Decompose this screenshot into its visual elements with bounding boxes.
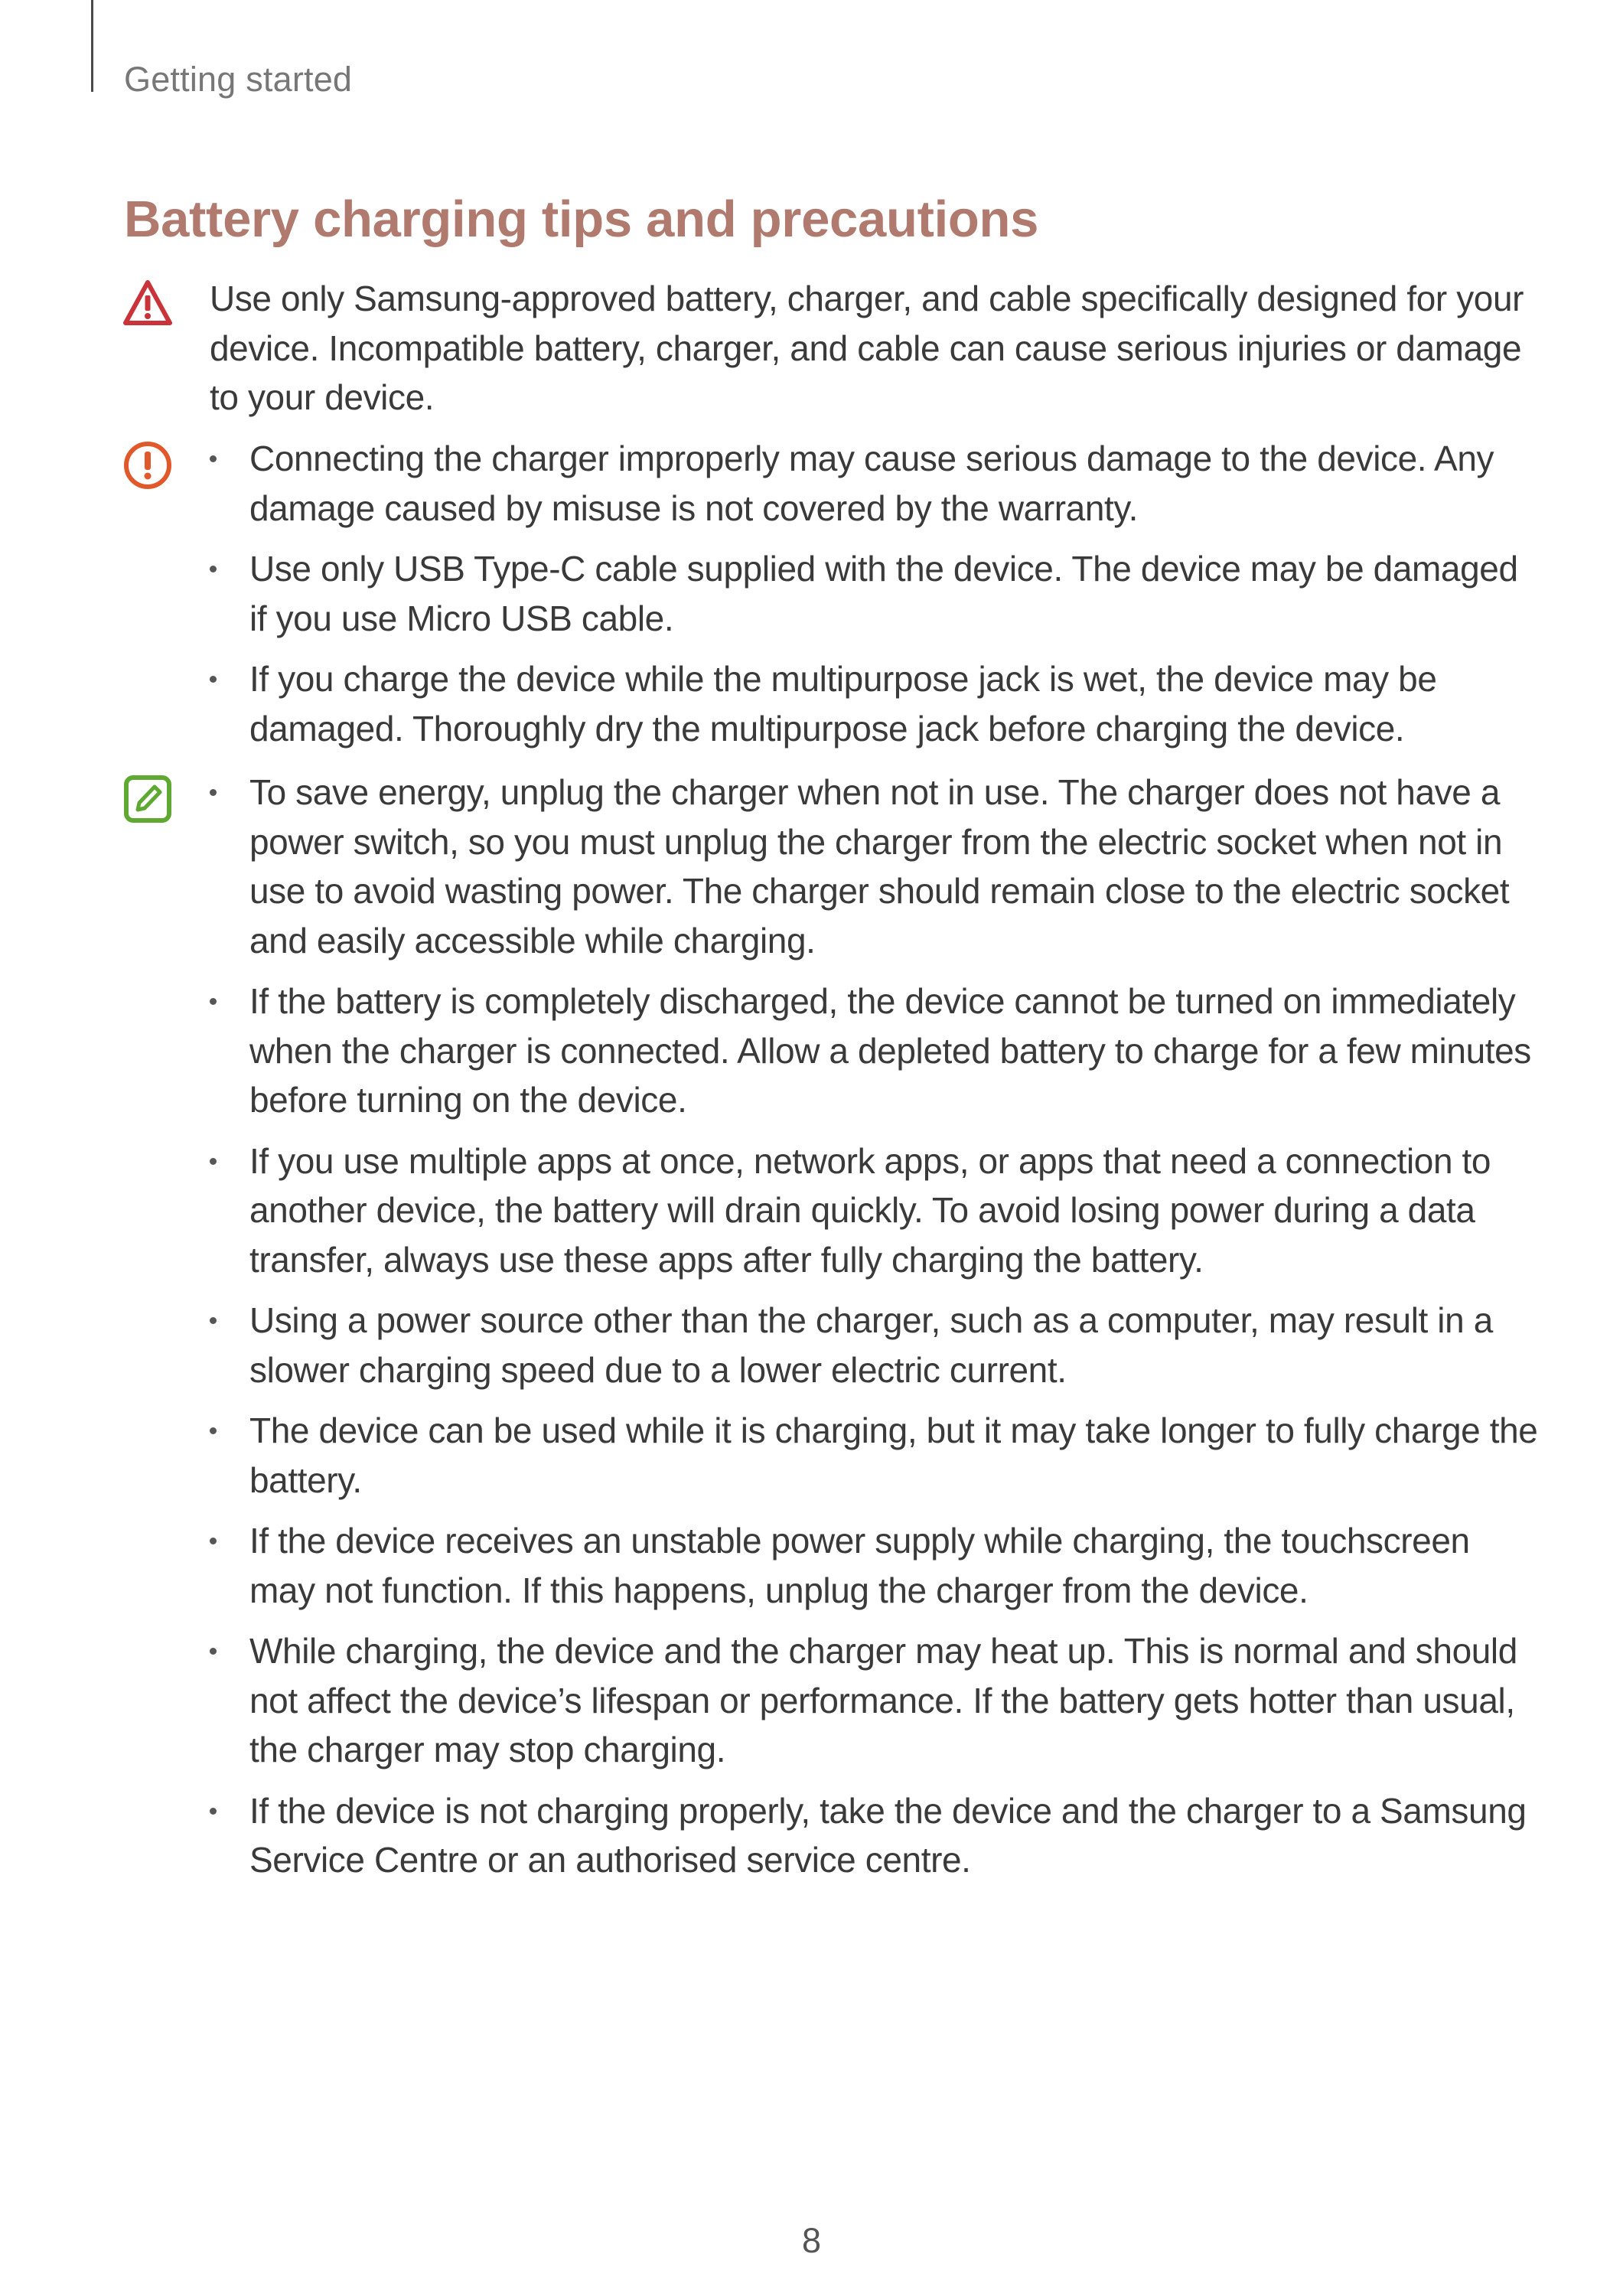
bullet-icon: [210, 1648, 217, 1655]
list-item: [210, 544, 1541, 643]
list-item: [210, 1137, 1541, 1285]
note-pencil-icon: [122, 774, 173, 824]
list-item: [210, 434, 1541, 533]
list-item-text: Connecting the charger improperly may cause serious damage to the device. Any damage caused by misuse is not covered by the warranty.: [249, 439, 1494, 528]
warning-triangle-icon: [122, 279, 173, 329]
warning-text: Use only Samsung-approved battery, charger, and cable specifically designed for your device. Incompatible battery, charger, and cable can cause serious injuries or damage to your device.: [210, 279, 1524, 417]
list-item-text: If the battery is completely discharged, the device cannot be turned on immediately when the charger is connected. Allow a depleted battery to charge for a few minutes before turning on the device.: [249, 981, 1531, 1120]
list-item-text: To save energy, unplug the charger when not in use. The charger does not have a power switch, so you must unplug the charger from the electric socket when not in use to avoid wasting power. The charger should remain close to the electric socket and easily accessible while charging.: [249, 772, 1510, 960]
list-item-text: Using a power source other than the charger, such as a computer, may result in a slower charging speed due to a lower electric current.: [249, 1300, 1493, 1390]
list-item-text: The device can be used while it is charging, but it may take longer to fully charge the battery.: [249, 1411, 1538, 1500]
list-item-text: While charging, the device and the charger may heat up. This is normal and should not affect the device’s lifespan or performance. If the battery gets hotter than usual, the charger may stop charging.: [249, 1631, 1517, 1769]
bullet-icon: [210, 1808, 217, 1815]
page-title: Battery charging tips and precautions: [124, 191, 1039, 248]
list-item-text: If you use multiple apps at once, network apps, or apps that need a connection to another device, the battery will drain quickly. To avoid losing power during a data transfer, always use these apps after fully charging the battery.: [249, 1140, 1491, 1280]
list-item: [210, 654, 1541, 753]
list-item-text: If you charge the device while the multipurpose jack is wet, the device may be damaged. Thoroughly dry the multipurpose jack before charging the device.: [249, 659, 1437, 748]
bullet-icon: [210, 1538, 217, 1544]
note-list: [210, 768, 1541, 1896]
bullet-icon: [210, 455, 217, 462]
header-divider: [91, 0, 93, 92]
bullet-icon: [210, 676, 217, 683]
list-item: [210, 977, 1541, 1125]
list-item: [210, 1296, 1541, 1394]
list-item: [210, 1786, 1541, 1885]
bullet-icon: [210, 1427, 217, 1434]
page-number: 8: [801, 2221, 822, 2260]
bullet-icon: [210, 1317, 217, 1324]
list-item: [210, 768, 1541, 965]
bullet-icon: [210, 998, 217, 1005]
section-label: Getting started: [124, 60, 353, 99]
caution-exclamation-icon: [122, 440, 173, 491]
list-item-text: Use only USB Type-C cable supplied with the device. The device may be damaged if you use Micro USB cable.: [249, 549, 1518, 638]
list-item-text: If the device is not charging properly, take the device and the charger to a Samsung Service Centre or an authorised service centre.: [249, 1790, 1527, 1880]
list-item: [210, 1406, 1541, 1505]
list-item: [210, 1516, 1541, 1615]
bullet-icon: [210, 789, 217, 796]
list-item: [210, 1626, 1541, 1775]
bullet-icon: [210, 566, 217, 572]
list-item-text: If the device receives an unstable power supply while charging, the touchscreen may not function. If this happens, unplug the charger from the device.: [249, 1521, 1470, 1610]
caution-list: [210, 434, 1541, 765]
bullet-icon: [210, 1158, 217, 1165]
